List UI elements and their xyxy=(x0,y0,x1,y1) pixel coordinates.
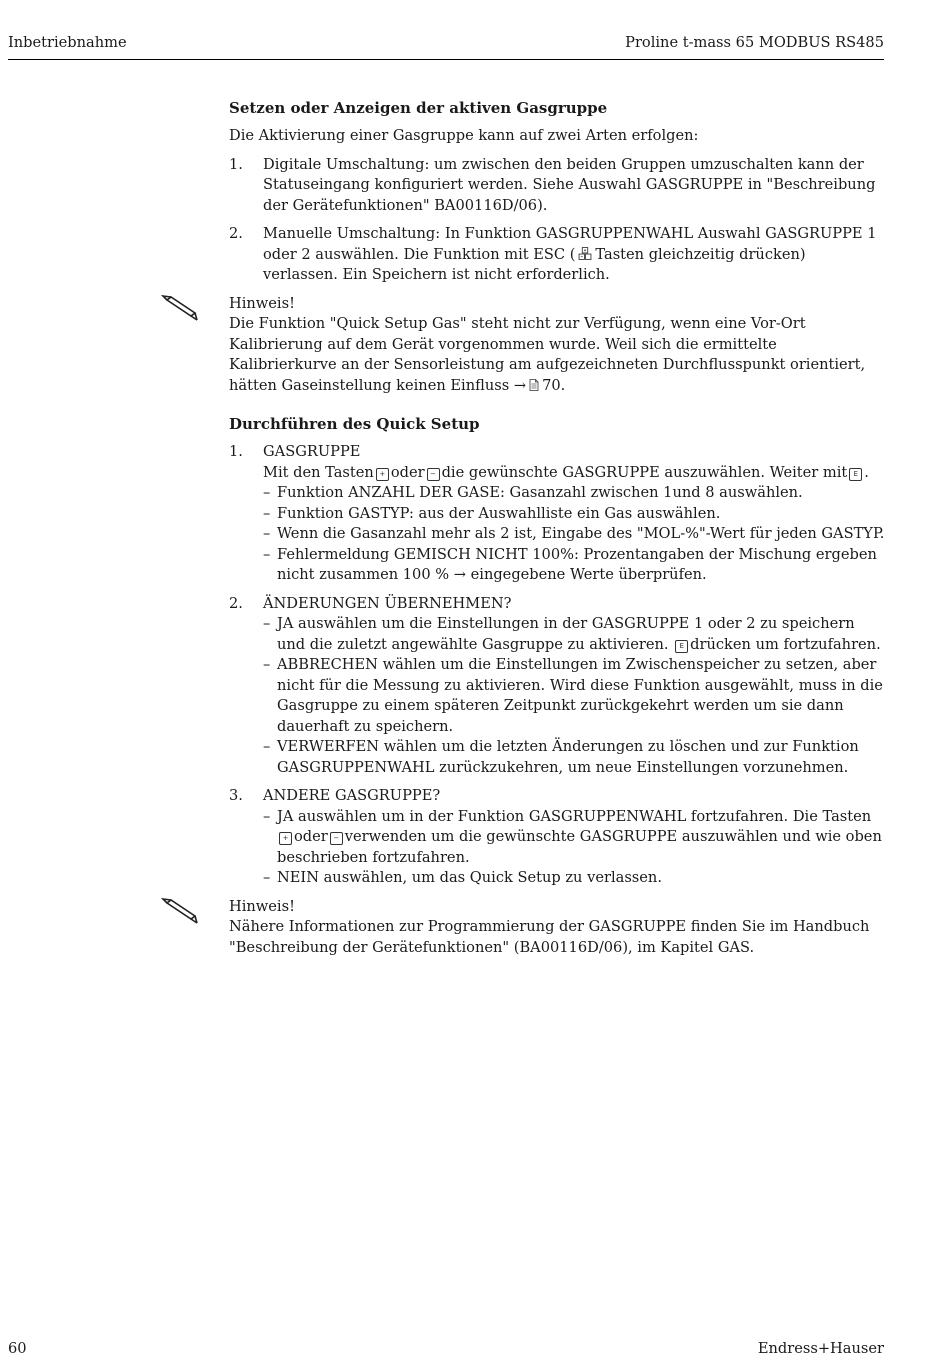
bullet-item: – JA auswählen um die Einstellungen in der GASGRUPPE 1 oder 2 zu speichern und die zuletzt angewählte Gasgruppe zu aktivieren. E drücken um fortzufahren. xyxy=(263,615,881,653)
bullet-item: – Wenn die Gasanzahl mehr als 2 ist, Eingabe des "MOL-%"-Wert für jeden GASTYP. xyxy=(263,525,885,542)
plus-key-icon: + xyxy=(376,468,389,481)
list-text-cont: Tasten gleichzeitig drücken) verlassen. Ein Speichern ist nicht erforderlich. xyxy=(263,245,806,283)
list-number: 2. xyxy=(229,594,243,612)
enter-key-icon: E xyxy=(675,640,688,653)
note-label: Hinweis! xyxy=(229,294,295,312)
page-reference-icon xyxy=(529,379,539,391)
minus-key-icon: − xyxy=(427,468,440,481)
note-text: Nähere Informationen zur Programmierung der GASGRUPPE finden Sie im Handbuch "Beschreibung der Gerätefunktionen" (BA00116D/06), im Kapitel GAS. xyxy=(229,918,870,956)
intro-paragraph: Die Aktivierung einer Gasgruppe kann auf zwei Arten erfolgen: xyxy=(229,127,699,144)
list-text: Digitale Umschaltung: um zwischen den beiden Gruppen umzuschalten kann der Statuseingang konfiguriert werden. Siehe Auswahl GASGRUPPE in "Beschreibung der Gerätefunktionen" BA00116D/06). xyxy=(263,155,876,214)
bullet-item: – Funktion ANZAHL DER GASE: Gasanzahl zwischen 1und 8 auswählen. xyxy=(263,484,803,501)
list-text: Manuelle Umschaltung: In Funktion GASGRUPPENWAHL Auswahl GASGRUPPE 1 oder 2 auswählen. Die Funktion mit ESC ( xyxy=(263,225,877,263)
quick-setup-steps xyxy=(229,442,885,889)
note-box xyxy=(229,897,885,959)
page-content xyxy=(229,98,885,966)
pencil-note-icon xyxy=(161,294,199,322)
bullet-item: – ABBRECHEN wählen um die Einstellungen im Zwischenspeicher zu setzen, aber nicht für die Messung zu aktivieren. Wird diese Funktion ausgewählt, muss in die Gasgruppe zu einem späteren Zeitpunkt zurückgekehrt werden um sie dann dauerhaft zu speichern. xyxy=(263,656,883,735)
note-page-ref: 70. xyxy=(542,376,566,394)
note-text: Die Funktion "Quick Setup Gas" steht nicht zur Verfügung, wenn eine Vor-Ort Kalibrierung auf dem Gerät vorgenommen wurde. Weil sich die ermittelte Kalibrierkurve an der Sensorleistung am aufgezeichneten Durchflusspunkt orientiert, hätten Gaseinstellung keinen Einfluss → xyxy=(229,315,866,394)
list-item xyxy=(229,786,885,889)
page-number: 60 xyxy=(8,1340,27,1357)
list-number: 3. xyxy=(229,787,243,804)
list-item xyxy=(229,594,885,779)
bullet-item: – Funktion GASTYP: aus der Auswahlliste ein Gas auswählen. xyxy=(263,504,721,522)
list-item xyxy=(229,224,885,286)
header-section-title: Inbetriebnahme xyxy=(8,34,127,51)
footer-brand: Endress+Hauser xyxy=(757,1340,884,1357)
bullet-item: – Fehlermeldung GEMISCH NICHT 100%: Prozentangaben der Mischung ergeben nicht zusammen 100 % → eingegebene Werte überprüfen. xyxy=(263,545,877,583)
pencil-note-icon xyxy=(161,897,199,925)
enter-key-icon: E xyxy=(849,468,862,481)
plus-key-icon: + xyxy=(279,832,292,845)
note-label: Hinweis! xyxy=(229,897,295,915)
header-rule xyxy=(8,59,884,60)
section-title-gasgruppe: Setzen oder Anzeigen der aktiven Gasgruppe xyxy=(229,99,608,117)
bullet-item: – VERWERFEN wählen um die letzten Änderungen zu löschen und zur Funktion GASGRUPPENWAHL zurückzukehren, um neue Einstellungen vorzunehmen. xyxy=(263,738,859,776)
minus-key-icon: − xyxy=(330,832,343,845)
list-number: 1. xyxy=(229,443,243,460)
list-item xyxy=(229,155,885,217)
header-product-name: Proline t-mass 65 MODBUS RS485 xyxy=(625,34,884,51)
step-title: ÄNDERUNGEN ÜBERNEHMEN? xyxy=(263,594,512,612)
section-title-quick-setup: Durchführen des Quick Setup xyxy=(229,415,480,433)
list-item xyxy=(229,442,885,586)
list-number: 1. xyxy=(229,155,243,173)
step-title: ANDERE GASGRUPPE? xyxy=(263,787,441,804)
bullet-item: – NEIN auswählen, um das Quick Setup zu verlassen. xyxy=(263,869,662,886)
note-box xyxy=(229,294,885,397)
list-number: 2. xyxy=(229,225,243,242)
bullet-item: – JA auswählen um in der Funktion GASGRUPPENWAHL fortzufahren. Die Tasten+ oder − verwenden um die gewünschte GASGRUPPE auszuwählen und wie oben beschrieben fortzufahren. xyxy=(263,807,882,866)
step-title: GASGRUPPE xyxy=(263,443,361,460)
plus-minus-keys-icon xyxy=(578,247,592,260)
step-line: Mit den Tasten + oder − die gewünschte GASGRUPPE auszuwählen. Weiter mit E . xyxy=(263,463,869,481)
activation-list xyxy=(229,155,885,286)
